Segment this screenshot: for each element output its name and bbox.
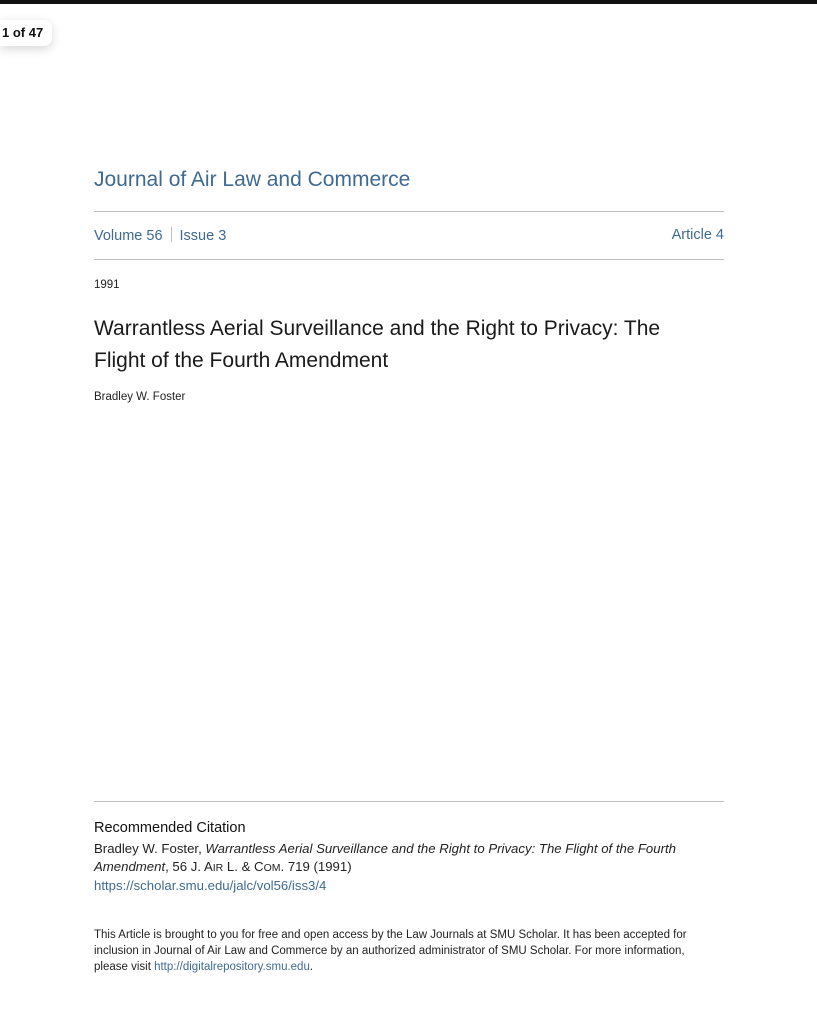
citation-text — [94, 840, 714, 895]
access-note-end: . — [309, 961, 314, 973]
article-link[interactable]: Article 4 — [671, 227, 724, 243]
citation-author: Bradley W. Foster, — [94, 841, 206, 856]
divider — [94, 801, 724, 802]
recommended-citation-heading: Recommended Citation — [94, 820, 246, 836]
article-title-line-2: Flight of the Fourth Amendment — [94, 349, 389, 372]
citation-title-line-1: Warrantless Aerial Surveillance and the Right to Privacy: The Flight of the Fourth — [205, 841, 676, 856]
separator — [171, 227, 172, 242]
publication-year: 1991 — [94, 279, 120, 291]
access-note-text: This Article is brought to you for free and open access by the Law Journals at SMU Scholar. It has been accepted for inclusion in Journal of Air Law and Commerce by an authorized administrator of SMU Scholar. For more information, please visit — [94, 929, 687, 973]
divider — [94, 259, 724, 260]
citation-ref-1: , 56 J. A — [165, 859, 213, 874]
citation-ref-sc-2: OM — [263, 862, 281, 874]
citation-ref-2: L. & C — [223, 859, 264, 874]
divider — [94, 211, 724, 212]
article-title-line-1: Warrantless Aerial Surveillance and the Right to Privacy: The — [94, 317, 661, 340]
citation-url-link[interactable]: https://scholar.smu.edu/jalc/vol56/iss3/4 — [94, 878, 327, 893]
repository-link[interactable]: http://digitalrepository.smu.edu — [154, 961, 310, 973]
journal-title-link[interactable]: Journal of Air Law and Commerce — [94, 168, 411, 191]
issue-row — [94, 227, 724, 244]
citation-title-line-2: Amendment — [94, 859, 166, 874]
access-note — [94, 927, 719, 975]
issue-link[interactable]: Issue 3 — [179, 228, 227, 244]
article-title — [94, 313, 704, 377]
citation-ref-3: . 719 (1991) — [280, 859, 352, 874]
author-name: Bradley W. Foster — [94, 391, 186, 403]
volume-link[interactable]: Volume 56 — [94, 228, 163, 244]
page-counter: 1 of 47 — [0, 20, 52, 46]
viewer-top-bar — [0, 0, 817, 4]
citation-ref-sc-1: IR — [212, 862, 224, 874]
